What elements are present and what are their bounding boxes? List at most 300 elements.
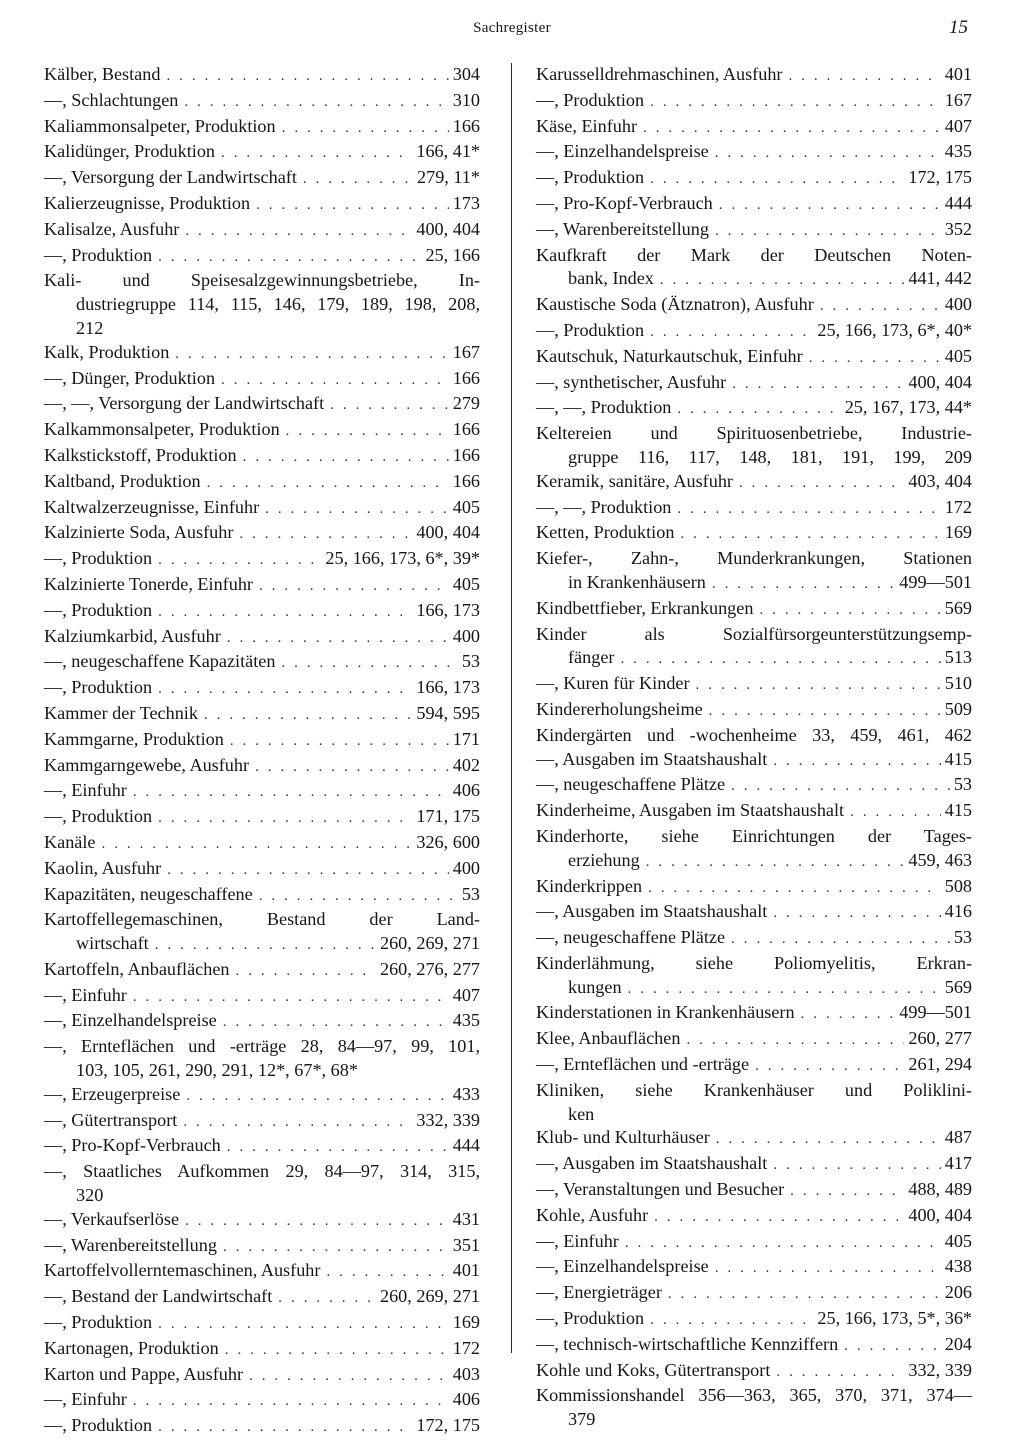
- entry-page-refs: 260, 277: [908, 1028, 972, 1049]
- entry-label: —, Einzelhandelspreise: [536, 1256, 709, 1277]
- index-entry-line: [44, 1035, 480, 1059]
- entry-label: —, —, Produktion: [536, 397, 672, 418]
- index-entry-line: [536, 166, 972, 192]
- index-entry: [536, 1230, 972, 1256]
- entry-page-refs: 407: [452, 984, 480, 1005]
- index-entry: [44, 1109, 480, 1135]
- dot-leader: [221, 369, 449, 393]
- index-entry: [536, 1333, 972, 1359]
- entry-page-refs: 169: [452, 1312, 480, 1333]
- dot-leader: [790, 1180, 904, 1204]
- entry-page-refs: 510: [944, 673, 972, 694]
- entry-label: —, Produktion: [536, 89, 645, 110]
- index-entry: [536, 623, 972, 673]
- entry-label: gruppe 116, 117, 148, 181, 191, 199, 209: [568, 446, 972, 467]
- dot-leader: [102, 833, 413, 857]
- entry-page-refs: 53: [461, 651, 480, 672]
- entry-label: —, Produktion: [44, 1415, 153, 1436]
- entry-page-refs: 166: [452, 419, 480, 440]
- entry-label: Kinderheime, Ausgaben im Staatshaushalt: [536, 800, 845, 821]
- entry-page-refs: 173: [452, 192, 480, 213]
- index-entry-line: [536, 244, 972, 268]
- entry-label: Kalidünger, Produktion: [44, 141, 216, 162]
- entry-label: Kohle, Ausfuhr: [536, 1204, 649, 1225]
- entry-label: —, Ausgaben im Staatshaushalt: [536, 748, 768, 769]
- dot-leader: [265, 498, 449, 522]
- entry-page-refs: 433: [452, 1083, 480, 1104]
- entry-page-refs: 400: [452, 857, 480, 878]
- entry-label: kungen: [568, 976, 622, 997]
- entry-label: Keltereien und Spirituosenbetriebe, Industrie-: [536, 423, 972, 444]
- entry-page-refs: 403: [452, 1363, 480, 1384]
- index-entry-continuation: [536, 446, 972, 470]
- entry-page-refs: 435: [452, 1010, 480, 1031]
- entry-label: —, Produktion: [536, 167, 645, 188]
- entry-label: in Krankenhäusern: [568, 571, 706, 592]
- dot-leader: [281, 652, 457, 676]
- entry-label: —, —, Produktion: [536, 496, 672, 517]
- index-entry-line: [44, 1234, 480, 1260]
- entry-label: Kartoffeln, Anbauflächen: [44, 958, 230, 979]
- index-entry-line: [536, 115, 972, 141]
- entry-label: —, Schlachtungen: [44, 89, 179, 110]
- index-entry-line: [536, 1359, 972, 1385]
- index-entry: [536, 1152, 972, 1178]
- entry-page-refs: 166, 173: [416, 599, 480, 620]
- dot-leader: [709, 700, 941, 724]
- index-entry: [536, 166, 972, 192]
- entry-page-refs: 401: [944, 64, 972, 84]
- index-entry-line: [44, 269, 480, 293]
- index-entry: [44, 269, 480, 340]
- index-entry-line: [536, 672, 972, 698]
- entry-label: —, Produktion: [44, 548, 153, 569]
- index-entry: [44, 1414, 480, 1440]
- entry-label: bank, Index: [568, 268, 654, 289]
- entry-page-refs: 25, 166, 173, 6*, 39*: [325, 548, 480, 569]
- entry-label: Kommissionshandel 356—363, 365, 370, 371, 374—: [536, 1385, 972, 1406]
- entry-label: Kalziumkarbid, Ausfuhr: [44, 625, 221, 646]
- index-entry-line: [536, 926, 972, 952]
- entry-page-refs: 204: [944, 1333, 972, 1354]
- entry-label: Kindererholungsheime: [536, 698, 703, 719]
- index-entry-line: [536, 1384, 972, 1408]
- index-entry-line: [44, 599, 480, 625]
- index-entry-line: [44, 1134, 480, 1160]
- index-entry: [44, 805, 480, 831]
- dot-leader: [850, 801, 941, 825]
- entry-label: Kiefer-, Zahn-, Munderkrankungen, Stationen: [536, 548, 972, 569]
- index-entry-line: [44, 1337, 480, 1363]
- dot-leader: [650, 168, 904, 192]
- index-entry-line: [44, 650, 480, 676]
- entry-page-refs: 400: [944, 294, 972, 315]
- entry-page-refs: 352: [944, 218, 972, 239]
- entry-page-refs: 167: [452, 341, 480, 362]
- index-entry: [536, 89, 972, 115]
- index-entry: [44, 218, 480, 244]
- index-entry-line: [44, 831, 480, 857]
- entry-label: Kalkammonsalpeter, Produktion: [44, 419, 280, 440]
- entry-page-refs: 499—501: [899, 1002, 972, 1023]
- index-entry-line: [536, 396, 972, 422]
- index-entry-line: [44, 192, 480, 218]
- index-entry: [44, 728, 480, 754]
- index-entry: [536, 1255, 972, 1281]
- dot-leader: [755, 1055, 904, 1079]
- entry-label: Kinderstationen in Krankenhäusern: [536, 1002, 795, 1023]
- index-entry: [44, 1208, 480, 1234]
- index-entry-line: [536, 89, 972, 115]
- index-entry: [536, 825, 972, 875]
- entry-page-refs: 166: [452, 115, 480, 136]
- index-entry: [536, 1053, 972, 1079]
- entry-label: Kautschuk, Naturkautschuk, Einfuhr: [536, 345, 803, 366]
- index-entry: [44, 1234, 480, 1260]
- entry-page-refs: 279: [452, 393, 480, 414]
- entry-label: —, Verkaufserlöse: [44, 1208, 180, 1229]
- index-entry: [536, 1281, 972, 1307]
- index-entry-line: [44, 547, 480, 573]
- index-entry-line: [44, 984, 480, 1010]
- index-entry-line: [44, 496, 480, 522]
- entry-label: —, Warenbereitstellung: [536, 218, 709, 239]
- entry-label: Kinder als Sozialfürsorgeunterstützungsemp-: [536, 623, 972, 644]
- entry-label: —, Kuren für Kinder: [536, 673, 690, 694]
- dot-leader: [243, 446, 449, 470]
- dot-leader: [620, 648, 940, 672]
- dot-leader: [739, 472, 904, 496]
- dot-leader: [715, 1257, 941, 1281]
- entry-label: —, Erzeugerpreise: [44, 1083, 181, 1104]
- dot-leader: [326, 1261, 448, 1285]
- entry-page-refs: 260, 276, 277: [379, 958, 480, 979]
- entry-page-refs: 416: [944, 901, 972, 922]
- dot-leader: [259, 885, 458, 909]
- index-entry: [536, 521, 972, 547]
- entry-page-refs: 405: [452, 573, 480, 594]
- entry-label: Kammgarne, Produktion: [44, 728, 224, 749]
- dot-leader: [731, 928, 950, 952]
- entry-label: —, Staatliches Aufkommen 29, 84—97, 314, 315,: [44, 1161, 480, 1182]
- entry-label: Kindergärten und -wochenheime 33, 459, 461, 462: [536, 724, 972, 745]
- index-entry-line: [536, 597, 972, 623]
- index-entry: [44, 547, 480, 573]
- index-entry-line: [536, 192, 972, 218]
- dot-leader: [677, 398, 840, 422]
- entry-label: —, Ausgaben im Staatshaushalt: [536, 1153, 768, 1174]
- entry-label: —, Pro-Kopf-Verbrauch: [536, 192, 713, 213]
- dot-leader: [628, 978, 941, 1002]
- index-entry-line: [44, 573, 480, 599]
- index-entry: [536, 140, 972, 166]
- index-entry: [536, 724, 972, 748]
- index-entry: [536, 926, 972, 952]
- index-entry: [44, 883, 480, 909]
- index-entry: [44, 89, 480, 115]
- index-entry-line: [44, 908, 480, 932]
- entry-label: Kaolin, Ausfuhr: [44, 857, 162, 878]
- index-entry-continuation: [536, 646, 972, 672]
- entry-page-refs: 594, 595: [416, 702, 480, 723]
- entry-label: —, neugeschaffene Plätze: [536, 927, 726, 948]
- entry-page-refs: 53: [461, 883, 480, 904]
- entry-label: —, neugeschaffene Plätze: [536, 774, 726, 795]
- entry-page-refs: 400, 404: [908, 371, 972, 392]
- entry-page-refs: 400: [452, 625, 480, 646]
- entry-page-refs: 169: [944, 522, 972, 543]
- index-entry: [536, 345, 972, 371]
- dot-leader: [249, 1365, 449, 1389]
- entry-label: Keramik, sanitäre, Ausfuhr: [536, 470, 733, 491]
- dot-leader: [643, 117, 941, 141]
- index-entry: [536, 799, 972, 825]
- entry-page-refs: 166: [452, 444, 480, 465]
- entry-page-refs: 406: [452, 1389, 480, 1410]
- dot-leader: [158, 246, 421, 270]
- dot-leader: [158, 549, 321, 573]
- index-column-right: [536, 63, 972, 1432]
- index-entry-line: [536, 698, 972, 724]
- entry-page-refs: 53: [953, 774, 972, 795]
- index-entry: [536, 1178, 972, 1204]
- index-entry: [44, 1160, 480, 1208]
- index-entry-line: [536, 623, 972, 647]
- entry-label: —, Pro-Kopf-Verbrauch: [44, 1135, 221, 1156]
- dot-leader: [731, 775, 950, 799]
- entry-label: Kammer der Technik: [44, 702, 198, 723]
- dot-leader: [158, 601, 412, 625]
- index-entry: [44, 470, 480, 496]
- index-entry-continuation: [44, 293, 480, 317]
- dot-leader: [278, 1287, 376, 1311]
- dot-leader: [185, 220, 412, 244]
- entry-label: Kalkstickstoff, Produktion: [44, 444, 237, 465]
- entry-page-refs: 402: [452, 754, 480, 775]
- index-entry: [44, 115, 480, 141]
- dot-leader: [255, 756, 449, 780]
- index-entry: [44, 857, 480, 883]
- index-entry: [536, 672, 972, 698]
- index-entry-line: [44, 470, 480, 496]
- entry-label: 320: [76, 1185, 104, 1206]
- dot-leader: [773, 750, 940, 774]
- index-entry: [44, 418, 480, 444]
- entry-label: —, Ausgaben im Staatshaushalt: [536, 901, 768, 922]
- entry-page-refs: 441, 442: [908, 268, 972, 289]
- dot-leader: [715, 220, 941, 244]
- index-entry: [44, 1134, 480, 1160]
- entry-label: Kaufkraft der Mark der Deutschen Noten-: [536, 244, 972, 265]
- entry-page-refs: 438: [944, 1256, 972, 1277]
- index-entry: [44, 521, 480, 547]
- index-entry: [44, 341, 480, 367]
- entry-label: fänger: [568, 647, 615, 668]
- dot-leader: [715, 142, 941, 166]
- entry-page-refs: 25, 166, 173, 6*, 40*: [817, 319, 972, 340]
- entry-label: —, Produktion: [44, 677, 153, 698]
- index-entry-line: [44, 1208, 480, 1234]
- dot-leader: [183, 1111, 412, 1135]
- index-entry-line: [536, 140, 972, 166]
- index-entry: [44, 908, 480, 958]
- dot-leader: [166, 65, 448, 89]
- index-entry: [44, 166, 480, 192]
- entry-page-refs: 304: [452, 64, 480, 84]
- index-entry: [44, 496, 480, 522]
- index-entry: [536, 63, 972, 89]
- dot-leader: [809, 347, 941, 371]
- dot-leader: [677, 498, 940, 522]
- index-entry: [536, 293, 972, 319]
- index-entry-line: [536, 1079, 972, 1103]
- index-entry-line: [536, 1152, 972, 1178]
- index-entry: [536, 218, 972, 244]
- entry-label: —, neugeschaffene Kapazitäten: [44, 651, 276, 672]
- index-entry-line: [536, 1126, 972, 1152]
- entry-label: —, Produktion: [536, 1308, 645, 1329]
- index-entry-line: [536, 218, 972, 244]
- index-entry: [44, 599, 480, 625]
- dot-leader: [712, 573, 895, 597]
- dot-leader: [646, 851, 905, 875]
- index-entry: [536, 1001, 972, 1027]
- dot-leader: [185, 1210, 449, 1234]
- entry-page-refs: 326, 600: [416, 831, 480, 852]
- entry-page-refs: 171, 175: [416, 806, 480, 827]
- entry-page-refs: 417: [944, 1153, 972, 1174]
- index-entry-line: [536, 521, 972, 547]
- entry-label: —, technisch-wirtschaftliche Kennziffern: [536, 1333, 839, 1354]
- index-entry: [44, 140, 480, 166]
- index-entry-line: [44, 63, 480, 89]
- index-entry-line: [536, 293, 972, 319]
- index-entry-line: [536, 1333, 972, 1359]
- dot-leader: [773, 1154, 940, 1178]
- dot-leader: [204, 704, 412, 728]
- entry-label: —, Einzelhandelspreise: [536, 141, 709, 162]
- entry-label: Käse, Einfuhr: [536, 115, 638, 136]
- index-entry-continuation: [536, 976, 972, 1002]
- entry-page-refs: 400, 404: [416, 522, 480, 543]
- entry-page-refs: 25, 166: [425, 244, 480, 265]
- index-entry: [44, 392, 480, 418]
- index-entry: [44, 367, 480, 393]
- index-entry: [536, 192, 972, 218]
- index-entry-continuation: [44, 1184, 480, 1208]
- entry-label: —, Produktion: [536, 319, 645, 340]
- entry-page-refs: 25, 167, 173, 44*: [844, 397, 972, 418]
- dot-leader: [680, 523, 940, 547]
- entry-page-refs: 508: [944, 875, 972, 896]
- entry-label: Kalzinierte Soda, Ausfuhr: [44, 522, 234, 543]
- entry-label: —, Bestand der Landwirtschaft: [44, 1286, 273, 1307]
- entry-page-refs: 53: [953, 927, 972, 948]
- entry-label: wirtschaft: [76, 933, 149, 954]
- dot-leader: [221, 142, 412, 166]
- dot-leader: [732, 373, 904, 397]
- dot-leader: [239, 523, 412, 547]
- dot-leader: [186, 1085, 448, 1109]
- index-entry: [536, 115, 972, 141]
- index-entry-line: [44, 779, 480, 805]
- entry-page-refs: 166, 41*: [416, 141, 480, 162]
- index-entry: [536, 371, 972, 397]
- entry-label: 379: [568, 1409, 596, 1430]
- dot-leader: [696, 674, 941, 698]
- index-entry-line: [536, 724, 972, 748]
- index-entry: [44, 676, 480, 702]
- index-entry: [44, 1337, 480, 1363]
- index-entry-line: [536, 496, 972, 522]
- index-entry-line: [44, 367, 480, 393]
- index-entry-line: [536, 345, 972, 371]
- dot-leader: [776, 1361, 904, 1385]
- entry-label: —, Einfuhr: [44, 984, 127, 1005]
- entry-label: dustriegruppe 114, 115, 146, 179, 189, 198, 208,: [76, 294, 480, 315]
- entry-page-refs: 513: [944, 647, 972, 668]
- entry-label: Karusselldrehmaschinen, Ausfuhr: [536, 64, 783, 84]
- dot-leader: [158, 1416, 412, 1440]
- entry-label: —, Versorgung der Landwirtschaft: [44, 167, 297, 188]
- entry-label: Kaustische Soda (Ätznatron), Ausfuhr: [536, 294, 814, 315]
- entry-page-refs: 166, 173: [416, 677, 480, 698]
- entry-page-refs: 332, 339: [908, 1359, 972, 1380]
- entry-label: —, Ernteflächen und -erträge 28, 84—97, 99, 101,: [44, 1036, 480, 1057]
- index-entry-continuation: [536, 571, 972, 597]
- index-entry: [536, 1079, 972, 1127]
- index-entry-line: [44, 1363, 480, 1389]
- dot-leader: [650, 91, 941, 115]
- index-entry-line: [536, 1001, 972, 1027]
- dot-leader: [650, 1309, 813, 1333]
- entry-page-refs: 499—501: [899, 571, 972, 592]
- entry-page-refs: 400, 404: [908, 1204, 972, 1225]
- entry-page-refs: 351: [452, 1234, 480, 1255]
- entry-page-refs: 279, 11*: [417, 167, 480, 188]
- entry-label: Klee, Anbauflächen: [536, 1028, 681, 1049]
- index-entry-line: [44, 521, 480, 547]
- index-entry-line: [44, 857, 480, 883]
- index-entry-line: [536, 63, 972, 89]
- entry-page-refs: 403, 404: [908, 470, 972, 491]
- index-entry-line: [536, 875, 972, 901]
- entry-page-refs: 172: [944, 496, 972, 517]
- dot-leader: [759, 599, 940, 623]
- index-entry: [44, 754, 480, 780]
- index-entry-line: [44, 1414, 480, 1440]
- index-entry-line: [44, 1388, 480, 1414]
- entry-page-refs: 167: [944, 89, 972, 110]
- index-entry: [44, 1388, 480, 1414]
- index-entry: [44, 625, 480, 651]
- index-entry: [44, 1009, 480, 1035]
- dot-leader: [227, 1136, 449, 1160]
- dot-leader: [820, 295, 941, 319]
- entry-page-refs: 400, 404: [416, 218, 480, 239]
- index-entry-continuation: [44, 932, 480, 958]
- entry-label: —, synthetischer, Ausfuhr: [536, 371, 727, 392]
- index-entry: [44, 702, 480, 728]
- index-entry: [536, 547, 972, 597]
- index-entry-line: [44, 115, 480, 141]
- entry-page-refs: 488, 489: [908, 1179, 972, 1200]
- index-entry: [536, 875, 972, 901]
- index-entry-line: [536, 470, 972, 496]
- index-entry: [44, 1285, 480, 1311]
- index-entry-line: [536, 1178, 972, 1204]
- index-entry-line: [44, 958, 480, 984]
